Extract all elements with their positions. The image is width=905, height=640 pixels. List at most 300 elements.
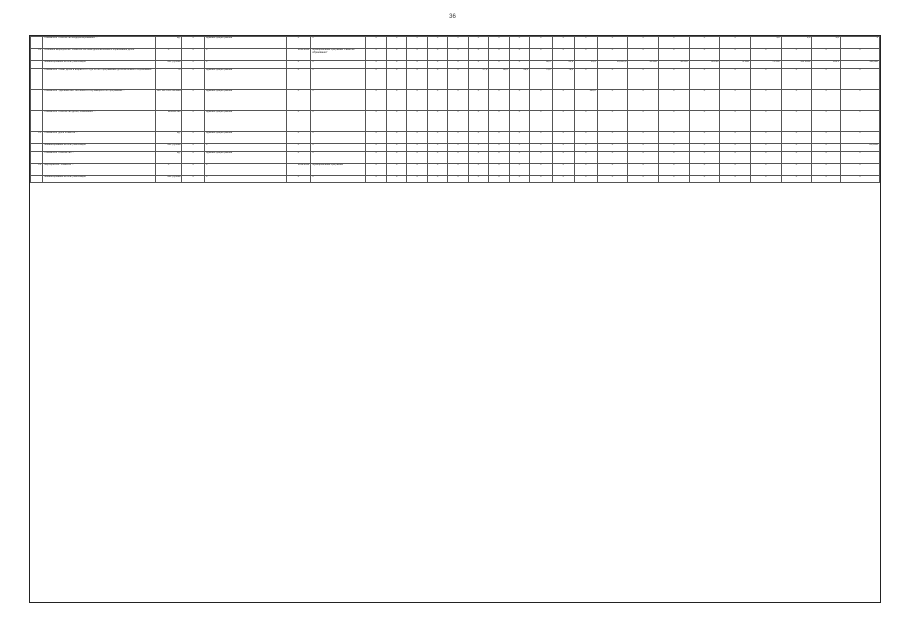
table-cell: X xyxy=(781,68,812,89)
table-cell: X xyxy=(386,131,406,143)
table-cell: X xyxy=(386,37,406,49)
table-cell: X xyxy=(204,175,286,183)
table-cell: X xyxy=(750,143,781,151)
table-cell: X xyxy=(386,151,406,163)
table-cell: X xyxy=(407,68,427,89)
table-row xyxy=(31,49,880,61)
table-cell: X xyxy=(628,37,659,49)
table-cell: Мероприятие "Развитие ..." xyxy=(43,163,156,175)
table-cell: X xyxy=(597,131,628,143)
table-cell: X xyxy=(386,175,406,183)
table-cell: X xyxy=(407,89,427,110)
table-cell: X xyxy=(575,163,598,175)
table-cell: X xyxy=(812,151,841,163)
table-cell: X xyxy=(489,61,509,69)
table-cell: X xyxy=(366,61,386,69)
budget-table xyxy=(30,36,880,183)
table-cell: X xyxy=(204,61,286,69)
table-cell: X xyxy=(720,131,751,143)
table-cell: X xyxy=(286,151,311,163)
table-cell: X xyxy=(575,68,598,89)
table-cell: X xyxy=(720,163,751,175)
table-cell: X xyxy=(575,175,598,183)
table-cell: X xyxy=(552,110,575,131)
table-cell: X xyxy=(628,143,659,151)
table-cell: Финансирование на этап реализации xyxy=(43,61,156,69)
table-cell: X xyxy=(427,175,447,183)
table-cell: X xyxy=(552,89,575,110)
table-cell: 75,0 xyxy=(530,68,553,89)
table-cell: X xyxy=(386,163,406,175)
table-cell: Показатель "Количество модернизированных ..." xyxy=(43,37,156,49)
table-cell: X xyxy=(448,37,468,49)
table-cell: Администрация района xyxy=(204,68,286,89)
table-cell: X xyxy=(182,175,205,183)
table-cell: X xyxy=(840,151,879,163)
table-cell: X xyxy=(812,163,841,175)
table-cell xyxy=(31,151,43,163)
table-cell: X xyxy=(427,110,447,131)
table-cell: X xyxy=(407,49,427,61)
table-cell: X xyxy=(597,151,628,163)
table-cell: X xyxy=(386,61,406,69)
table-cell: X xyxy=(689,110,720,131)
table-cell: 74 900 xyxy=(720,61,751,69)
table-cell xyxy=(31,89,43,110)
table-cell: X xyxy=(750,151,781,163)
table-cell: X xyxy=(597,110,628,131)
table-cell: X xyxy=(311,143,366,151)
table-cell: X xyxy=(509,131,529,143)
table-cell: Администрация района xyxy=(204,110,286,131)
table-cell: X xyxy=(658,89,689,110)
table-cell: 2019-2026 xyxy=(286,163,311,175)
table-row xyxy=(31,110,880,131)
table-cell: 4,0 xyxy=(750,37,781,49)
page-number: 36 xyxy=(449,14,456,20)
table-cell: X xyxy=(720,68,751,89)
table-cell: X xyxy=(628,163,659,175)
table-cell: X xyxy=(509,49,529,61)
table-cell: X xyxy=(530,175,553,183)
table-row xyxy=(31,151,880,163)
table-cell: X xyxy=(597,49,628,61)
table-cell: X xyxy=(286,143,311,151)
table-cell: X xyxy=(597,163,628,175)
table-cell xyxy=(31,110,43,131)
table-cell: X xyxy=(509,143,529,151)
table-cell: X xyxy=(182,131,205,143)
table-cell: X xyxy=(840,131,879,143)
table-cell: Муниципальная программа xyxy=(311,163,366,175)
table-cell: X xyxy=(407,110,427,131)
table-cell: X xyxy=(530,110,553,131)
table-cell: X xyxy=(286,37,311,49)
table-cell: 15,4 xyxy=(575,61,598,69)
table-cell: 50 296 xyxy=(689,61,720,69)
table-cell: 85,0000 xyxy=(840,143,879,151)
table-cell: X xyxy=(720,175,751,183)
table-cell: X xyxy=(597,143,628,151)
table-cell: X xyxy=(628,175,659,183)
table-cell: X xyxy=(720,110,751,131)
table-cell: X xyxy=(386,143,406,151)
table-cell: X xyxy=(311,37,366,49)
table-cell: X xyxy=(155,49,182,61)
table-cell: X xyxy=(552,143,575,151)
table-cell: X xyxy=(448,61,468,69)
table-cell: X xyxy=(155,163,182,175)
table-cell: X xyxy=(575,151,598,163)
table-cell: X xyxy=(448,110,468,131)
table-cell: X xyxy=(840,68,879,89)
table-cell: X xyxy=(689,68,720,89)
table-cell xyxy=(31,175,43,183)
table-cell: X xyxy=(628,131,659,143)
table-cell: X xyxy=(720,37,751,49)
table-cell: X xyxy=(720,143,751,151)
table-cell: 57,0 xyxy=(468,68,488,89)
table-cell: X xyxy=(366,89,386,110)
table-cell: X xyxy=(781,175,812,183)
table-cell: X xyxy=(366,151,386,163)
table-cell: X xyxy=(386,110,406,131)
table-row xyxy=(31,61,880,69)
table-cell: X xyxy=(812,68,841,89)
table-cell: X xyxy=(658,110,689,131)
table-cell: X xyxy=(366,49,386,61)
table-cell: X xyxy=(311,110,366,131)
table-cell: Администрация района xyxy=(204,37,286,49)
table-cell: X xyxy=(812,110,841,131)
table-cell: X xyxy=(689,131,720,143)
table-cell: X xyxy=(840,89,879,110)
table-cell: Показатель "Доля объектов ..." xyxy=(43,131,156,143)
table-cell: X xyxy=(812,89,841,110)
table-cell: X xyxy=(812,49,841,61)
table-cell: X xyxy=(468,37,488,49)
table-cell: тыс. рублей xyxy=(155,175,182,183)
table-cell: X xyxy=(689,49,720,61)
table-cell: X xyxy=(689,175,720,183)
table-cell: X xyxy=(427,49,447,61)
table-cell: X xyxy=(427,89,447,110)
table-cell: X xyxy=(182,110,205,131)
table-cell: 68,0 xyxy=(489,68,509,89)
table-cell: X xyxy=(468,89,488,110)
table-cell: 65,9 xyxy=(552,61,575,69)
table-cell: количество xyxy=(155,110,182,131)
table-cell: X xyxy=(530,131,553,143)
table-cell: X xyxy=(407,131,427,143)
table-cell: Муниципальная программа "Развитие образования" xyxy=(311,49,366,61)
table-cell: X xyxy=(750,175,781,183)
table-cell: ед. xyxy=(155,151,182,163)
table-cell: X xyxy=(552,37,575,49)
table-cell: X xyxy=(509,175,529,183)
table-cell: X xyxy=(781,151,812,163)
table-cell: Показатель "Удельный вес численности обучающихся по программам ..." xyxy=(43,89,156,110)
table-cell: X xyxy=(658,163,689,175)
table-cell: X xyxy=(311,151,366,163)
table-cell: X xyxy=(286,110,311,131)
table-cell: X xyxy=(427,143,447,151)
table-cell: X xyxy=(750,163,781,175)
table-cell: X xyxy=(489,49,509,61)
table-cell: 50 805 xyxy=(658,61,689,69)
table-cell: X xyxy=(427,131,447,143)
table-cell: X xyxy=(552,49,575,61)
table-cell xyxy=(31,68,43,89)
table-cell: X xyxy=(840,110,879,131)
table-cell: Финансирование на этап реализации xyxy=(43,175,156,183)
table-cell: X xyxy=(468,61,488,69)
table-cell: ед. xyxy=(155,37,182,49)
table-cell: Финансирование на этап реализации xyxy=(43,143,156,151)
table-cell: 198,688 xyxy=(840,61,879,69)
table-cell: X xyxy=(720,151,751,163)
table-cell: Администрация района xyxy=(204,131,286,143)
table-cell xyxy=(31,37,43,49)
table-cell: 69,3 xyxy=(530,61,553,69)
table-cell: X xyxy=(182,68,205,89)
table-cell: X xyxy=(597,37,628,49)
table-cell: 129,9 xyxy=(575,89,598,110)
table-cell: X xyxy=(468,110,488,131)
table-cell: X xyxy=(407,143,427,151)
table-cell: X xyxy=(182,143,205,151)
table-cell: X xyxy=(509,37,529,49)
table-cell: X xyxy=(448,68,468,89)
table-cell: X xyxy=(489,131,509,143)
table-cell: X xyxy=(552,163,575,175)
table-cell: X xyxy=(509,89,529,110)
table-cell: X xyxy=(448,143,468,151)
table-cell: X xyxy=(750,131,781,143)
table-cell: 3.4 xyxy=(31,49,43,61)
table-cell: X xyxy=(530,37,553,49)
table-cell: X xyxy=(366,175,386,183)
table-cell: X xyxy=(781,131,812,143)
table-cell: X xyxy=(689,37,720,49)
table-cell: X xyxy=(366,163,386,175)
table-row xyxy=(31,143,880,151)
table-cell: X xyxy=(781,163,812,175)
table-cell: X xyxy=(509,151,529,163)
table-cell: X xyxy=(468,151,488,163)
table-cell: X xyxy=(407,37,427,49)
table-cell: X xyxy=(781,110,812,131)
table-cell: X xyxy=(311,175,366,183)
table-cell: 69,0 xyxy=(509,68,529,89)
table-cell: X xyxy=(427,37,447,49)
table-cell: Основное мероприятие "Развитие системы дополнительного образования детей" xyxy=(43,49,156,61)
table-cell: X xyxy=(311,68,366,89)
table-cell: X xyxy=(720,89,751,110)
table-cell: X xyxy=(628,68,659,89)
table-cell: Показатель "Охват детей в возрасте от 5 до 18 лет программами дополнительного образования" xyxy=(43,68,156,89)
table-cell: X xyxy=(489,175,509,183)
table-cell: X xyxy=(628,110,659,131)
table-cell: X xyxy=(448,89,468,110)
table-cell: X xyxy=(311,61,366,69)
table-cell: X xyxy=(182,61,205,69)
table-cell: X xyxy=(489,163,509,175)
table-cell: X xyxy=(427,151,447,163)
table-cell: X xyxy=(427,61,447,69)
table-cell: X xyxy=(286,61,311,69)
table-cell: X xyxy=(489,143,509,151)
table-cell: X xyxy=(286,89,311,110)
table-cell: X xyxy=(530,163,553,175)
table-cell: 4,0 xyxy=(781,37,812,49)
table-cell: X xyxy=(204,49,286,61)
table-cell: X xyxy=(182,163,205,175)
table-cell: X xyxy=(781,89,812,110)
table-cell: X xyxy=(575,131,598,143)
table-cell: X xyxy=(204,143,286,151)
table-cell: X xyxy=(468,143,488,151)
table-cell: 79,0 xyxy=(552,68,575,89)
table-cell: X xyxy=(658,151,689,163)
table-cell: % xyxy=(155,68,182,89)
table-cell: X xyxy=(530,143,553,151)
table-cell: X xyxy=(407,175,427,183)
table-cell: X xyxy=(658,131,689,143)
table-cell: X xyxy=(509,163,529,175)
table-cell: X xyxy=(204,163,286,175)
table-cell: X xyxy=(468,175,488,183)
table-cell: X xyxy=(658,49,689,61)
table-cell: X xyxy=(182,89,205,110)
table-cell: X xyxy=(448,175,468,183)
table-cell: X xyxy=(689,163,720,175)
table-cell: X xyxy=(182,49,205,61)
table-cell: X xyxy=(812,175,841,183)
table-cell: X xyxy=(628,151,659,163)
table-cell: 48 860 xyxy=(628,61,659,69)
table-cell: X xyxy=(840,49,879,61)
table-cell: X xyxy=(386,89,406,110)
table-cell: X xyxy=(386,68,406,89)
budget-table-sheet xyxy=(29,35,881,603)
table-cell: 199 4 xyxy=(812,61,841,69)
table-cell: 2014-2026 xyxy=(286,49,311,61)
table-cell: X xyxy=(366,143,386,151)
table-cell: X xyxy=(781,143,812,151)
table-cell: X xyxy=(286,68,311,89)
table-row xyxy=(31,37,880,49)
table-cell: X xyxy=(366,110,386,131)
table-cell: X xyxy=(658,143,689,151)
table-cell: X xyxy=(468,131,488,143)
table-cell: 3.5 xyxy=(31,131,43,143)
table-cell: тыс. рублей xyxy=(155,61,182,69)
table-cell: X xyxy=(427,163,447,175)
table-cell: X xyxy=(720,49,751,61)
table-cell: X xyxy=(448,49,468,61)
table-cell xyxy=(31,61,43,69)
table-cell: X xyxy=(575,49,598,61)
table-cell: 4 xyxy=(840,37,879,49)
table-cell: X xyxy=(597,89,628,110)
table-cell: X xyxy=(311,89,366,110)
table-cell: X xyxy=(509,61,529,69)
table-cell: X xyxy=(658,175,689,183)
table-cell: Показатель "Количество детей, охваченных ..." xyxy=(43,110,156,131)
table-cell: X xyxy=(311,131,366,143)
table-cell: X xyxy=(658,37,689,49)
table-cell: X xyxy=(575,37,598,49)
table-cell: X xyxy=(366,68,386,89)
table-cell: X xyxy=(182,37,205,49)
table-cell: X xyxy=(628,49,659,61)
table-cell: ед. xyxy=(155,131,182,143)
table-cell: X xyxy=(750,49,781,61)
table-cell: X xyxy=(448,151,468,163)
table-cell xyxy=(31,143,43,151)
table-row xyxy=(31,163,880,175)
table-cell: 152 2024 xyxy=(781,61,812,69)
table-cell: X xyxy=(286,175,311,183)
table-cell: X xyxy=(689,151,720,163)
table-row xyxy=(31,131,880,143)
table-cell: X xyxy=(575,110,598,131)
table-row xyxy=(31,89,880,110)
table-cell: X xyxy=(468,163,488,175)
table-cell: 75 000 xyxy=(750,61,781,69)
table-cell: X xyxy=(552,175,575,183)
table-cell: X xyxy=(597,68,628,89)
table-cell: 3.6 xyxy=(31,163,43,175)
table-cell: X xyxy=(575,143,598,151)
table-cell: X xyxy=(750,68,781,89)
table-cell: X xyxy=(489,110,509,131)
table-cell: Показатель "Количество ..." xyxy=(43,151,156,163)
table-cell: X xyxy=(552,151,575,163)
table-cell: X xyxy=(597,175,628,183)
table-row xyxy=(31,175,880,183)
table-cell: X xyxy=(530,49,553,61)
table-cell: чел. на 1 000 человек xyxy=(155,89,182,110)
table-cell: X xyxy=(689,89,720,110)
table-cell: X xyxy=(448,131,468,143)
table-cell: X xyxy=(509,110,529,131)
table-cell: X xyxy=(407,61,427,69)
table-cell: X xyxy=(530,89,553,110)
table-cell: X xyxy=(366,131,386,143)
table-cell: X xyxy=(812,143,841,151)
table-cell: X xyxy=(658,68,689,89)
table-cell: X xyxy=(530,151,553,163)
table-cell: Администрация района xyxy=(204,151,286,163)
table-cell: X xyxy=(552,131,575,143)
table-cell: X xyxy=(407,151,427,163)
table-cell: 4,0 xyxy=(812,37,841,49)
table-cell: X xyxy=(386,49,406,61)
table-row xyxy=(31,68,880,89)
table-cell: X xyxy=(489,37,509,49)
table-cell: X xyxy=(286,131,311,143)
table-cell: X xyxy=(840,175,879,183)
table-cell: X xyxy=(468,49,488,61)
table-cell: X xyxy=(628,89,659,110)
table-cell: 45,643,8 xyxy=(597,61,628,69)
table-cell: X xyxy=(840,163,879,175)
table-cell: X xyxy=(781,49,812,61)
table-cell: тыс. рублей xyxy=(155,143,182,151)
table-cell: X xyxy=(489,151,509,163)
